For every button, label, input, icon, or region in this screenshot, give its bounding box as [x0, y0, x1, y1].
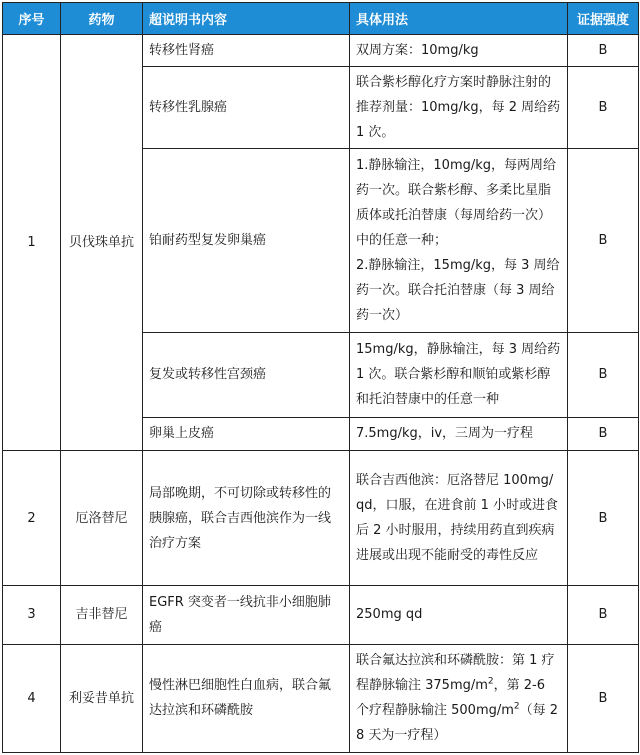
- row-no: 3: [3, 586, 61, 644]
- drug-name: 贝伐珠单抗: [61, 35, 143, 451]
- usage-line: 1.静脉输注，10mg/kg，每两周给药一次。联合紫杉醇、多柔比星脂质体或托泊替康（每周给药一次）中的任意一种；: [356, 157, 557, 248]
- usage-cell: [350, 148, 568, 332]
- usage-cell: 联合紫杉醇化疗方案时静脉注射的推荐剂量：10mg/kg，每 2 周给药 1 次。: [350, 66, 568, 148]
- table-row: [3, 586, 639, 644]
- evidence-level: B: [568, 417, 639, 451]
- content-cell: 复发或转移性宫颈癌: [143, 332, 350, 417]
- evidence-level: B: [568, 148, 639, 332]
- table-row: [3, 35, 639, 67]
- header-level: 证据强度: [568, 3, 639, 35]
- table-row: [3, 644, 639, 752]
- row-no: 1: [3, 35, 61, 451]
- evidence-level: B: [568, 451, 639, 586]
- evidence-level: B: [568, 332, 639, 417]
- usage-cell: 7.5mg/kg，iv，三周为一疗程: [350, 417, 568, 451]
- content-cell: 局部晚期，不可切除或转移性的胰腺癌，联合吉西他滨作为一线治疗方案: [143, 451, 350, 586]
- content-cell: 转移性肾癌: [143, 35, 350, 67]
- header-usage: 具体用法: [350, 3, 568, 35]
- content-cell: 慢性淋巴细胞性白血病，联合氟达拉滨和环磷酰胺: [143, 644, 350, 752]
- superscript: 2: [513, 701, 520, 712]
- evidence-level: B: [568, 586, 639, 644]
- evidence-level: B: [568, 66, 639, 148]
- evidence-level: B: [568, 644, 639, 752]
- usage-text: ，第 2-6 个疗程静脉输注 500mg/m: [356, 678, 546, 719]
- content-cell: EGFR 突变者一线抗非小细胞肺癌: [143, 586, 350, 644]
- content-cell: 转移性乳腺癌: [143, 66, 350, 148]
- content-cell: 铂耐药型复发卵巢癌: [143, 148, 350, 332]
- header-content: 超说明书内容: [143, 3, 350, 35]
- usage-cell: 250mg qd: [350, 586, 568, 644]
- usage-text: （每 28 天为一疗程）: [356, 703, 559, 744]
- superscript: 2: [487, 676, 494, 687]
- usage-cell: 双周方案：10mg/kg: [350, 35, 568, 67]
- header-no: 序号: [3, 3, 61, 35]
- off-label-drug-table: [2, 2, 639, 753]
- usage-cell: 15mg/kg，静脉输注，每 3 周给药 1 次。联合紫杉醇和顺铂或紫杉醇和托泊替康中的任意一种: [350, 332, 568, 417]
- drug-name: 吉非替尼: [61, 586, 143, 644]
- row-no: 2: [3, 451, 61, 586]
- content-cell: 卵巢上皮癌: [143, 417, 350, 451]
- usage-cell: [350, 644, 568, 752]
- row-no: 4: [3, 644, 61, 752]
- table-header-row: [3, 3, 639, 35]
- usage-line: 2.静脉输注，15mg/kg，每 3 周给药一次。联合托泊替康（每 3 周给药一次）: [356, 257, 560, 323]
- usage-cell: 联合吉西他滨：厄洛替尼 100mg/qd，口服，在进食前 1 小时或进食后 2 小时服用，持续用药直到疾病进展或出现不能耐受的毒性反应: [350, 451, 568, 586]
- usage-text: 联合氟达拉滨和环磷酰胺：第 1 疗程静脉输注 375mg/m: [356, 653, 555, 694]
- table-row: [3, 451, 639, 586]
- drug-name: 利妥昔单抗: [61, 644, 143, 752]
- header-drug: 药物: [61, 3, 143, 35]
- drug-name: 厄洛替尼: [61, 451, 143, 586]
- evidence-level: B: [568, 35, 639, 67]
